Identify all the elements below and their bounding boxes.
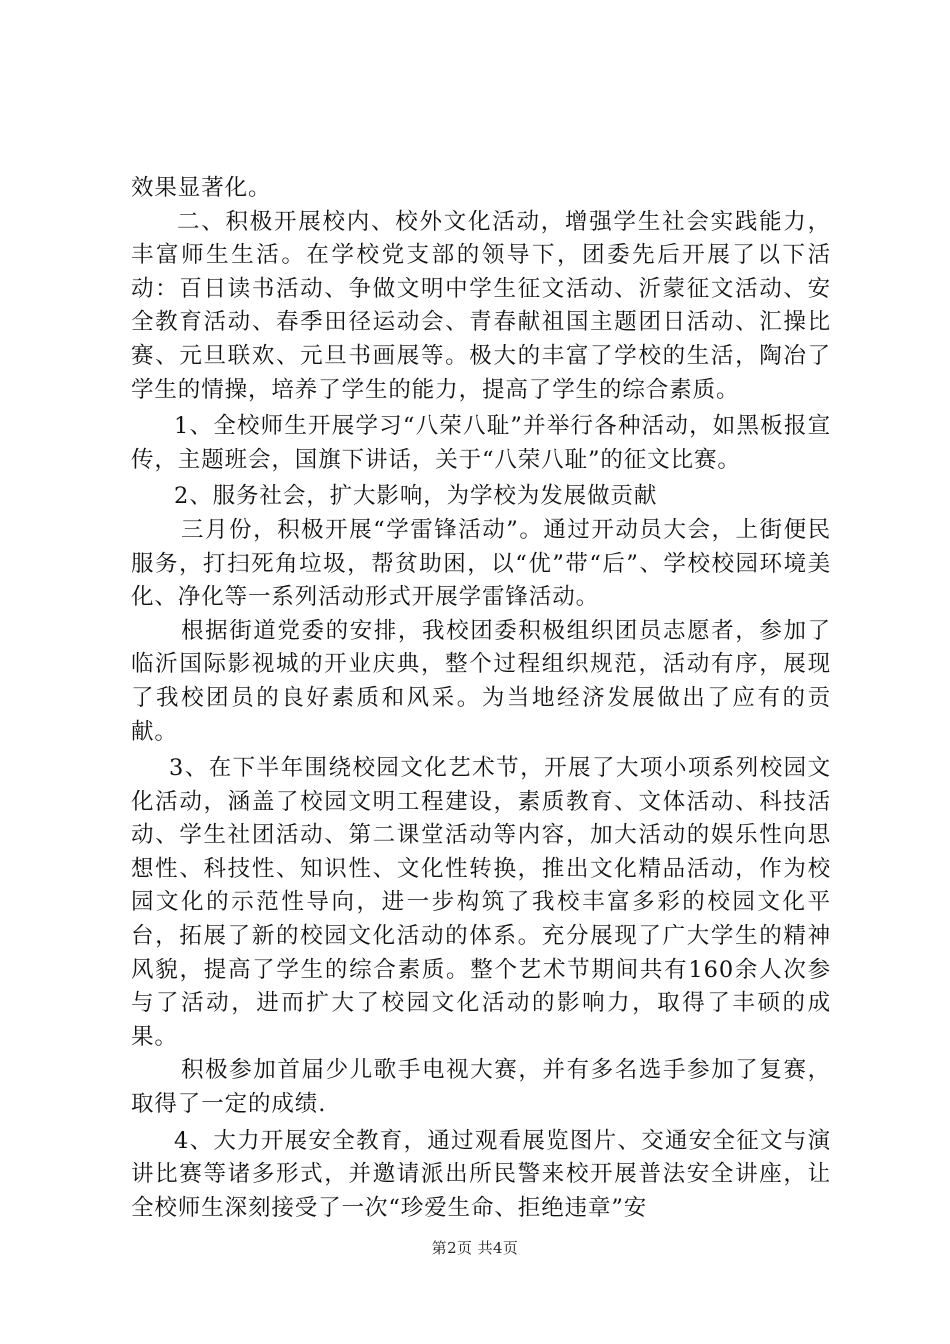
- paragraph-item-four: 4、大力开展安全教育，通过观看展览图片、交通安全征文与演讲比赛等诸多形式，并邀请派出所民警来校开展普法安全讲座，让全校师生深刻接受了一次“珍爱生命、拒绝违章”安: [131, 1127, 831, 1221]
- paragraph-volunteers: 根据街道党委的安排，我校团委积极组织团员志愿者，参加了临沂国际影视城的开业庆典，整个过程组织规范，活动有序，展现了我校团员的良好素质和风采。为当地经济发展做出了应有的贡献。: [131, 617, 831, 745]
- paragraph-section-two: 二、积极开展校内、校外文化活动，增强学生社会实践能力，丰富师生生活。在学校党支部的领导下，团委先后开展了以下活动：百日读书活动、争做文明中学生征文活动、沂蒙征文活动、安全教育活动、春季田径运动会、青春献祖国主题团日活动、汇操比赛、元旦联欢、元旦书画展等。极大的丰富了学校的生活，陶冶了学生的情操，培养了学生的能力，提高了学生的综合素质。: [131, 208, 831, 403]
- paragraph-item-three: 3、在下半年围绕校园文化艺术节，开展了大项小项系列校园文化活动，涵盖了校园文明工程建设，素质教育、文体活动、科技活动、学生社团活动、第二课堂活动等内容，加大活动的娱乐性向思想性、科技性、知识性、文化性转换，推出文化精品活动，作为校园文化的示范性导向，进一步构筑了我校丰富多彩的校园文化平台，拓展了新的校园文化活动的体系。充分展现了广大学生的精神风貌，提高了学生的综合素质。整个艺术节期间共有160余人次参与了活动，进而扩大了校园文化活动的影响力，取得了丰硕的成果。: [131, 755, 831, 1050]
- page-number-footer: 第2页 共4页: [431, 1239, 519, 1257]
- document-body: [131, 172, 831, 1225]
- paragraph-item-one: 1、全校师生开展学习“八荣八耻”并举行各种活动，如黑板报宣传，主题班会，国旗下讲话，关于“八荣八耻”的征文比赛。: [131, 413, 831, 473]
- paragraph-item-two-heading: 2、服务社会，扩大影响，为学校为发展做贡献: [174, 483, 658, 510]
- paragraph-lei-feng-activity: 三月份，积极开展“学雷锋活动”。通过开动员大会，上街便民服务，打扫死角垃圾，帮贫助困，以“优”带“后”、学校校园环境美化、净化等一系列活动形式开展学雷锋活动。: [131, 516, 831, 611]
- paragraph-continuation: 效果显著化。: [131, 175, 272, 201]
- paragraph-singer-contest: 积极参加首届少儿歌手电视大赛，并有多名选手参加了复赛，取得了一定的成绩.: [131, 1057, 831, 1118]
